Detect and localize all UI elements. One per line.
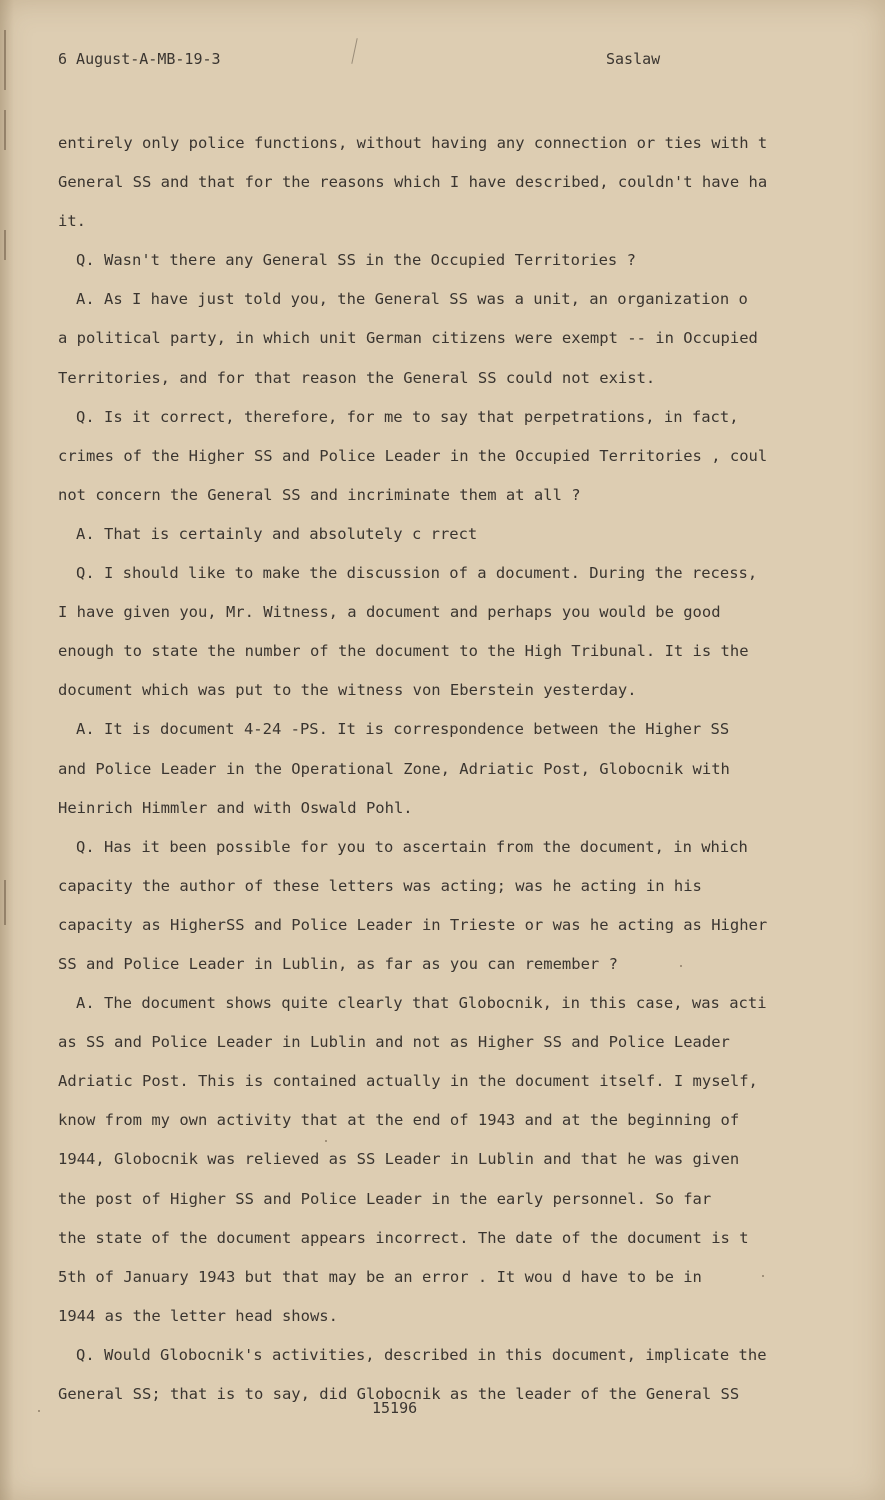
paper-speck — [38, 1410, 40, 1412]
transcript-line: SS and Police Leader in Lublin, as far as you can remember ? — [58, 954, 618, 973]
transcript-line: Heinrich Himmler and with Oswald Pohl. — [58, 798, 413, 817]
page-left-edge — [0, 0, 14, 1500]
binding-mark — [4, 30, 6, 90]
transcript-line: and Police Leader in the Operational Zone, Adriatic Post, Globocnik with — [58, 759, 730, 778]
transcript-line: entirely only police functions, without having any connection or ties with t — [58, 134, 768, 152]
question-line: Q. Is it correct, therefore, for me to say that perpetrations, in fact, — [76, 407, 739, 426]
transcript-line: enough to state the number of the document to the High Tribunal. It is the — [58, 642, 749, 661]
document-reference: 6 August-A-MB-19-3 — [58, 50, 221, 68]
answer-line: A. The document shows quite clearly that Globocnik, in this case, was acti — [76, 994, 767, 1013]
transcript-line: 1944 as the letter head shows. — [58, 1306, 338, 1325]
transcript-line: the state of the document appears incorrect. The date of the document is t — [58, 1228, 749, 1247]
question-line: Q. Would Globocnik's activities, described in this document, implicate the — [76, 1345, 767, 1364]
transcript-line: 1944, Globocnik was relieved as SS Leader in Lublin and that he was given — [58, 1150, 740, 1169]
reporter-name: Saslaw — [606, 50, 661, 68]
transcript-line: not concern the General SS and incriminate them at all ? — [58, 485, 581, 504]
transcript-line: 5th of January 1943 but that may be an error . It wou d have to be in — [58, 1267, 702, 1286]
binding-mark — [4, 110, 6, 150]
transcript-line: Adriatic Post. This is contained actually in the document itself. I myself, — [58, 1072, 758, 1091]
transcript-line: capacity as HigherSS and Police Leader in Trieste or was he acting as Higher — [58, 915, 768, 934]
transcript-line: the post of Higher SS and Police Leader in the early personnel. So far — [58, 1189, 712, 1208]
transcript-line: capacity the author of these letters was acting; was he acting in his — [58, 876, 702, 895]
answer-line: A. It is document 4-24 -PS. It is correspondence between the Higher SS — [76, 720, 730, 739]
transcript-line: document which was put to the witness von Eberstein yesterday. — [58, 681, 637, 700]
transcript-line: it. — [58, 212, 86, 231]
answer-line: A. That is certainly and absolutely c rrect — [76, 524, 478, 543]
binding-mark — [4, 230, 6, 260]
transcript-line: crimes of the Higher SS and Police Leader in the Occupied Territories , coul — [58, 446, 768, 465]
transcript-line: I have given you, Mr. Witness, a document and perhaps you would be good — [58, 603, 721, 622]
page-header — [58, 50, 845, 74]
page-number: 15196 — [372, 1399, 418, 1417]
answer-line: A. As I have just told you, the General SS was a unit, an organization o — [76, 290, 748, 309]
binding-mark — [4, 880, 6, 925]
question-line: Q. Has it been possible for you to ascertain from the document, in which — [76, 837, 748, 856]
transcript-line: General SS and that for the reasons which I have described, couldn't have ha — [58, 173, 768, 192]
transcript-line: Territories, and for that reason the General SS could not exist. — [58, 368, 656, 387]
transcript-line: know from my own activity that at the end of 1943 and at the beginning of — [58, 1111, 740, 1130]
question-line: Q. I should like to make the discussion of a document. During the recess, — [76, 564, 758, 583]
transcript-line: a political party, in which unit German citizens were exempt -- in Occupied — [58, 329, 758, 348]
transcript-body — [58, 124, 858, 1414]
question-line: Q. Wasn't there any General SS in the Occupied Territories ? — [76, 251, 636, 270]
transcript-line: as SS and Police Leader in Lublin and not as Higher SS and Police Leader — [58, 1033, 730, 1052]
transcript-line: General SS; that is to say, did Globocnik as the leader of the General SS — [58, 1385, 740, 1403]
